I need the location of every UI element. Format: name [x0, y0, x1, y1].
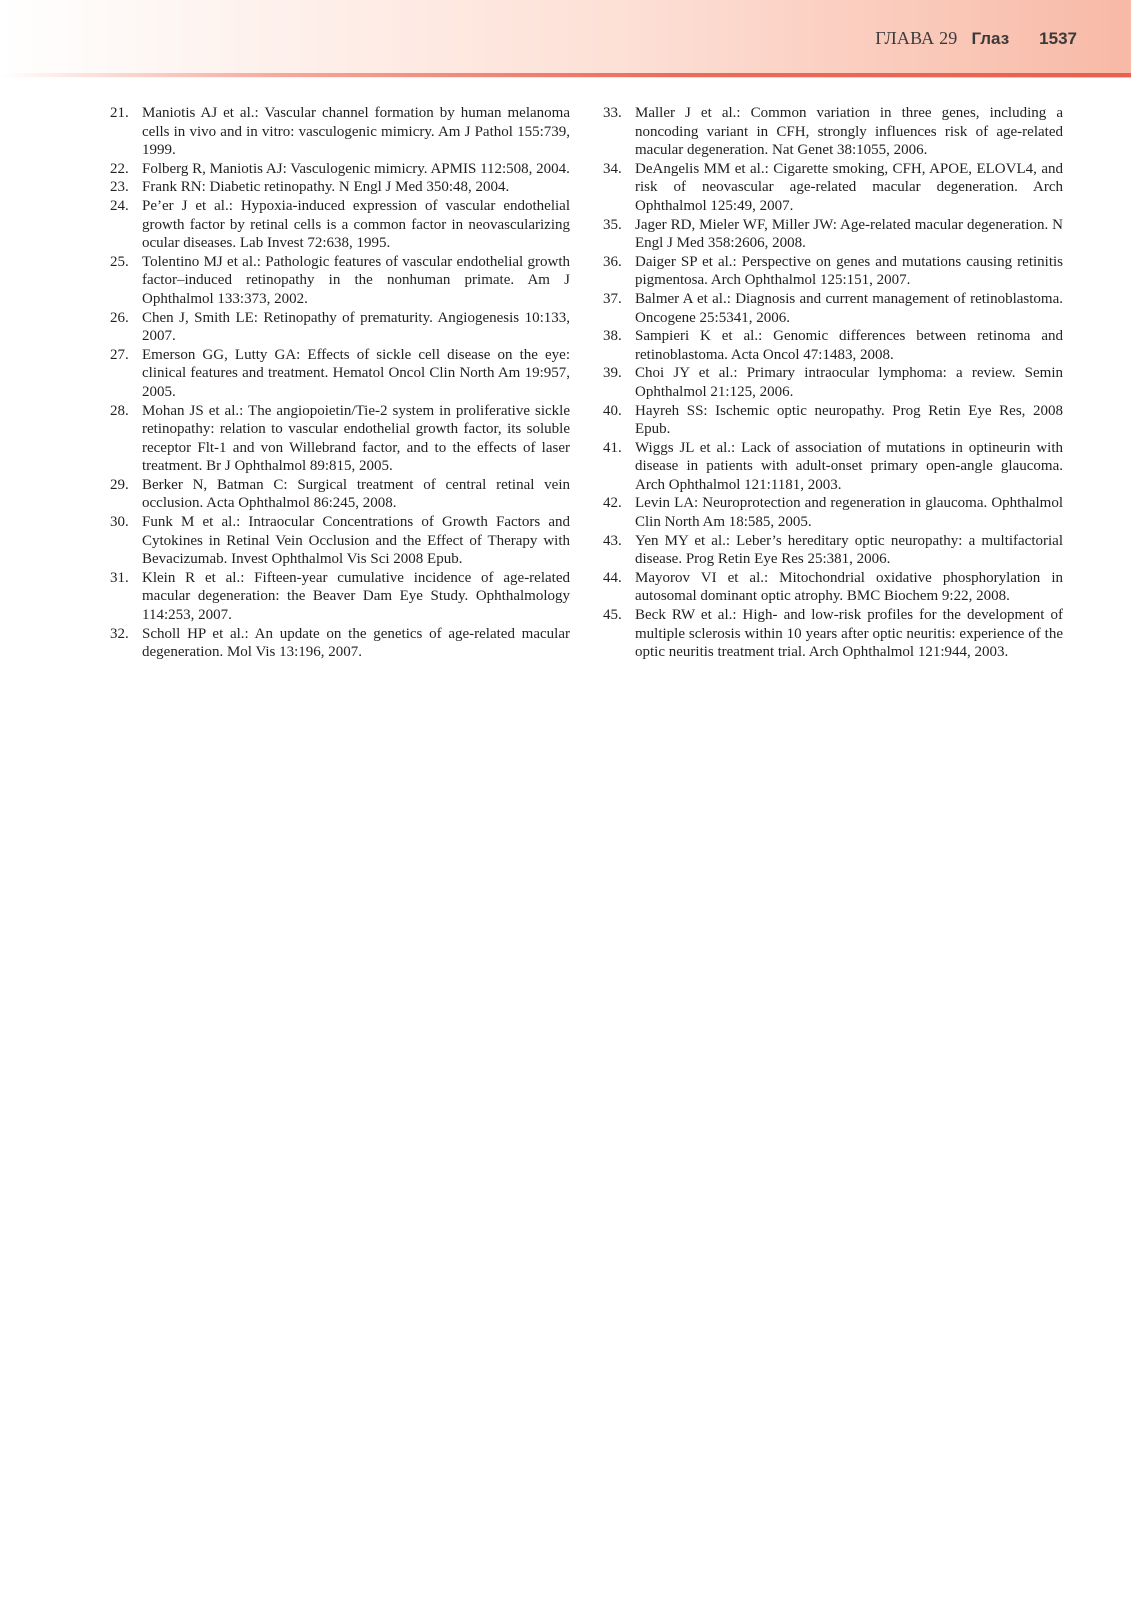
- reference-item: [110, 476, 570, 513]
- reference-number: 45.: [603, 607, 622, 624]
- reference-text: Pe’er J et al.: Hypoxia-induced expression of vascular endothelial growth factor by retinal cells is a common factor in neovascularizing ocular diseases. Lab Invest 72:638, 1995.: [142, 197, 570, 252]
- reference-text: Chen J, Smith LE: Retinopathy of prematurity. Angiogenesis 10:133, 2007.: [142, 309, 570, 345]
- reference-text: Daiger SP et al.: Perspective on genes and mutations causing retinitis pigmentosa. Arch Ophthalmol 125:151, 2007.: [635, 253, 1063, 289]
- reference-item: [603, 327, 1063, 364]
- reference-text: Mohan JS et al.: The angiopoietin/Tie-2 system in proliferative sickle retinopathy: relation to vascular endothelial growth factor, its soluble receptor Flt-1 and von Willebrand factor, and to the effects of laser treatment. Br J Ophthalmol 89:815, 2005.: [142, 402, 570, 475]
- page-number: 1537: [1039, 29, 1077, 48]
- reference-text: Scholl HP et al.: An update on the genetics of age-related macular degeneration. Mol Vis 13:196, 2007.: [142, 625, 570, 661]
- reference-number: 34.: [603, 160, 622, 177]
- reference-number: 29.: [110, 476, 129, 493]
- reference-text: Levin LA: Neuroprotection and regeneration in glaucoma. Ophthalmol Clin North Am 18:585, 2005.: [635, 495, 1063, 531]
- reference-list-left: [110, 104, 570, 662]
- reference-number: 38.: [603, 328, 622, 345]
- reference-item: [603, 569, 1063, 606]
- reference-number: 24.: [110, 197, 129, 214]
- reference-text: Hayreh SS: Ischemic optic neuropathy. Prog Retin Eye Res, 2008 Epub.: [635, 402, 1063, 438]
- reference-text: Choi JY et al.: Primary intraocular lymphoma: a review. Semin Ophthalmol 21:125, 2006.: [635, 365, 1063, 400]
- reference-text: Maller J et al.: Common variation in three genes, including a noncoding variant in CFH, strongly influences risk of age-related macular degeneration. Nat Genet 38:1055, 2006.: [635, 105, 1063, 159]
- reference-text: Wiggs JL et al.: Lack of association of mutations in optineurin with disease in patients with adult-onset primary open-angle glaucoma. Arch Ophthalmol 121:1181, 2003.: [635, 439, 1063, 493]
- reference-item: [110, 569, 570, 625]
- reference-item: [603, 253, 1063, 290]
- reference-text: Balmer A et al.: Diagnosis and current management of retinoblastoma. Oncogene 25:5341, 2006.: [635, 290, 1063, 326]
- reference-item: [110, 160, 570, 179]
- reference-item: [110, 197, 570, 253]
- reference-text: Folberg R, Maniotis AJ: Vasculogenic mimicry. APMIS 112:508, 2004.: [142, 160, 570, 177]
- reference-text: Sampieri K et al.: Genomic differences between retinoma and retinoblastoma. Acta Oncol 47:1483, 2008.: [635, 328, 1063, 363]
- reference-item: [110, 309, 570, 346]
- reference-item: [110, 253, 570, 309]
- reference-number: 23.: [110, 179, 129, 196]
- reference-item: [603, 216, 1063, 253]
- reference-number: 44.: [603, 569, 622, 586]
- reference-number: 21.: [110, 105, 129, 121]
- reference-list-right: [603, 104, 1063, 662]
- reference-number: 22.: [110, 160, 129, 177]
- reference-text: Mayorov VI et al.: Mitochondrial oxidative phosphorylation in autosomal dominant optic atrophy. BMC Biochem 9:22, 2008.: [635, 569, 1063, 605]
- reference-text: Funk M et al.: Intraocular Concentrations of Growth Factors and Cytokines in Retinal Vein Occlusion and the Effect of Therapy with Bevacizumab. Invest Ophthalmol Vis Sci 2008 Epub.: [142, 514, 570, 568]
- reference-item: [603, 290, 1063, 327]
- reference-text: Beck RW et al.: High- and low-risk profiles for the development of multiple sclerosis within 10 years after optic neuritis: experience of the optic neuritis treatment trial. Arch Ophthalmol 121:944, 2003.: [635, 607, 1063, 661]
- reference-item: [110, 513, 570, 569]
- reference-number: 43.: [603, 532, 622, 549]
- chapter-label: ГЛАВА 29: [875, 28, 958, 48]
- reference-text: Yen MY et al.: Leber’s hereditary optic neuropathy: a multifactorial disease. Prog Retin Eye Res 25:381, 2006.: [635, 532, 1063, 568]
- reference-item: [603, 532, 1063, 569]
- reference-number: 35.: [603, 216, 622, 233]
- reference-text: Frank RN: Diabetic retinopathy. N Engl J Med 350:48, 2004.: [142, 179, 510, 196]
- reference-number: 26.: [110, 309, 129, 326]
- reference-item: [110, 178, 570, 197]
- reference-item: [603, 104, 1063, 160]
- reference-text: Berker N, Batman C: Surgical treatment of central retinal vein occlusion. Acta Ophthalmol 86:245, 2008.: [142, 476, 570, 512]
- reference-number: 42.: [603, 495, 622, 512]
- reference-text: DeAngelis MM et al.: Cigarette smoking, CFH, APOE, ELOVL4, and risk of neovascular age-related macular degeneration. Arch Ophthalmol 125:49, 2007.: [635, 160, 1063, 214]
- reference-number: 32.: [110, 625, 129, 642]
- reference-number: 36.: [603, 253, 622, 270]
- reference-number: 41.: [603, 439, 622, 456]
- reference-number: 28.: [110, 402, 129, 419]
- reference-number: 30.: [110, 514, 129, 531]
- reference-number: 40.: [603, 402, 622, 419]
- reference-number: 25.: [110, 253, 129, 270]
- reference-text: Tolentino MJ et al.: Pathologic features of vascular endothelial growth factor–induced retinopathy in the nonhuman primate. Am J Ophthalmol 133:373, 2002.: [142, 253, 570, 307]
- running-head: [875, 28, 1077, 49]
- references-left-column: [110, 104, 570, 662]
- reference-item: [603, 439, 1063, 495]
- chapter-title: Глаз: [971, 29, 1010, 48]
- reference-item: [603, 160, 1063, 216]
- reference-item: [110, 346, 570, 402]
- reference-item: [110, 104, 570, 160]
- reference-text: Klein R et al.: Fifteen-year cumulative incidence of age-related macular degeneration: the Beaver Dam Eye Study. Ophthalmology 114:253, 2007.: [142, 569, 570, 624]
- reference-item: [603, 364, 1063, 401]
- reference-text: Emerson GG, Lutty GA: Effects of sickle cell disease on the eye: clinical features and treatment. Hematol Oncol Clin North Am 19:957, 2005.: [142, 346, 570, 400]
- references-right-column: [603, 104, 1063, 662]
- reference-number: 27.: [110, 346, 129, 363]
- reference-text: Maniotis AJ et al.: Vascular channel formation by human melanoma cells in vivo and in vitro: vasculogenic mimicry. Am J Pathol 155:739, 1999.: [142, 105, 570, 159]
- reference-item: [110, 625, 570, 662]
- reference-number: 33.: [603, 105, 622, 121]
- header-rule: [0, 73, 1131, 77]
- reference-item: [603, 494, 1063, 531]
- reference-number: 37.: [603, 290, 622, 307]
- reference-item: [603, 402, 1063, 439]
- reference-item: [603, 606, 1063, 662]
- reference-number: 39.: [603, 365, 622, 382]
- reference-text: Jager RD, Mieler WF, Miller JW: Age-related macular degeneration. N Engl J Med 358:2606, 2008.: [635, 216, 1063, 252]
- reference-item: [110, 402, 570, 476]
- reference-number: 31.: [110, 569, 129, 586]
